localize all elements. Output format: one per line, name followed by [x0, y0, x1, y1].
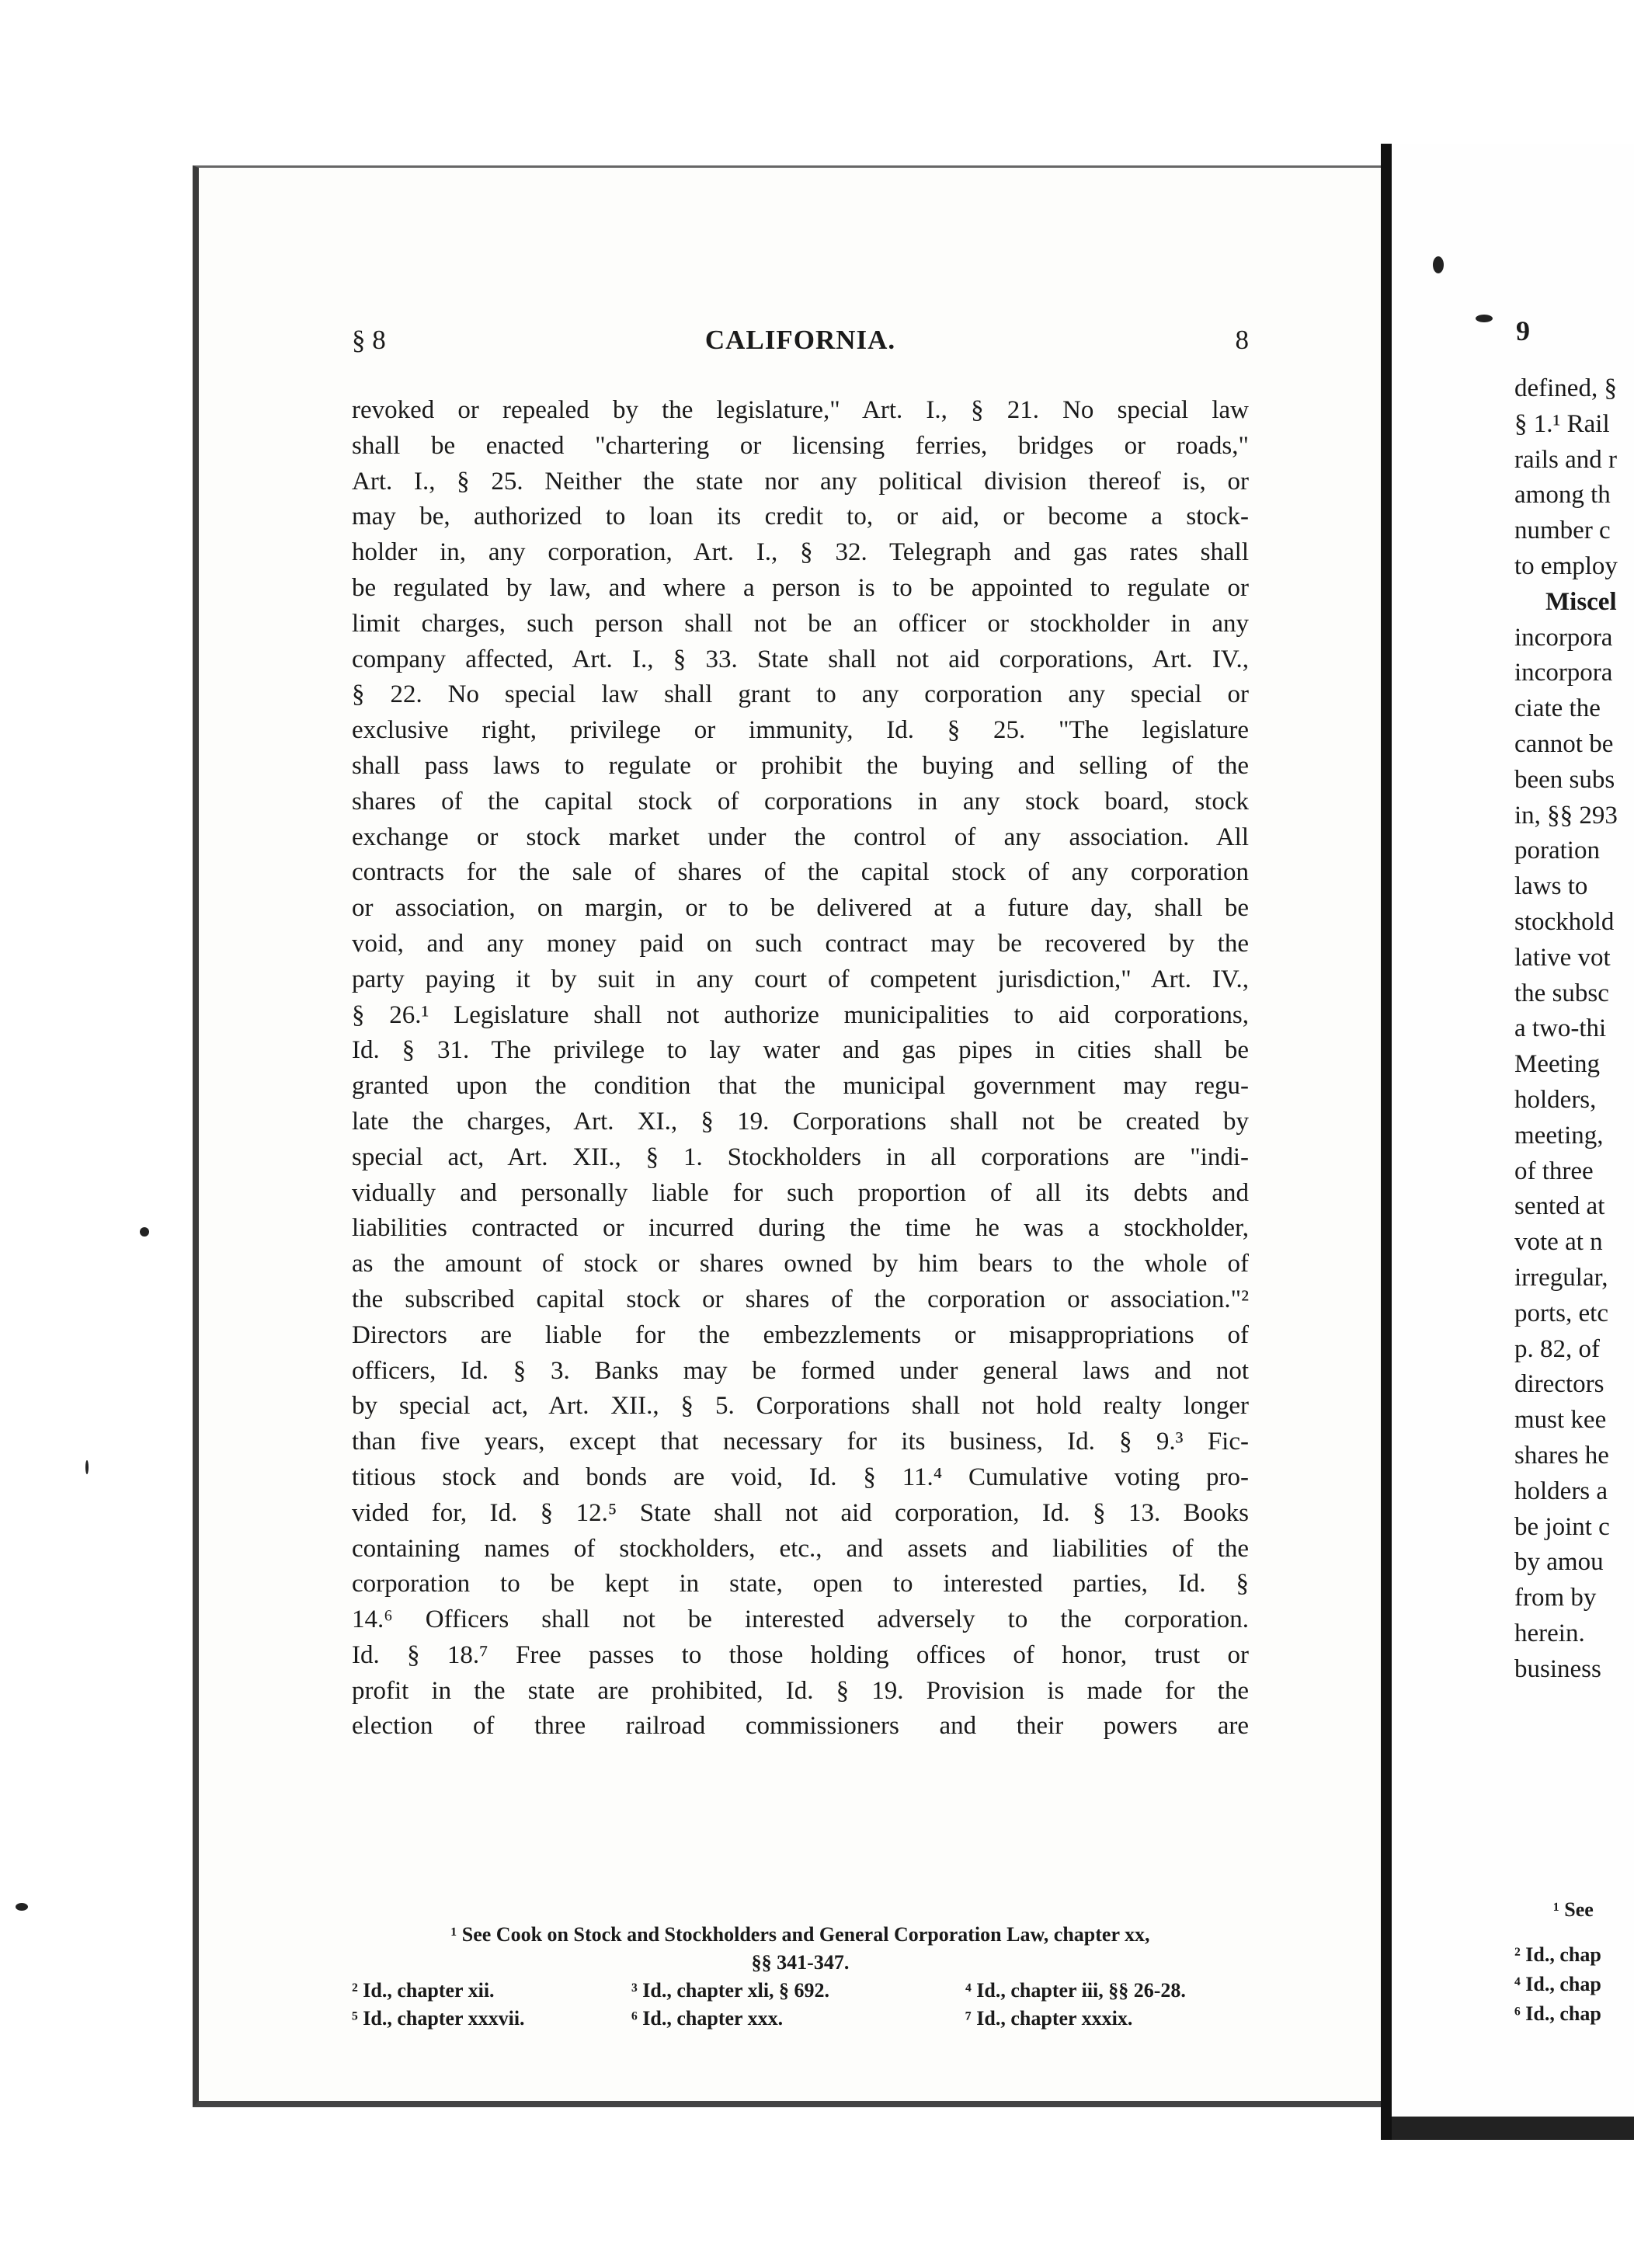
body-line: or association, on margin, or to be delivered at a future day, shall be	[352, 894, 1249, 923]
right-body-line: defined, §	[1514, 374, 1617, 402]
body-line: corporation to be kept in state, open to interested parties, Id. §	[352, 1570, 1249, 1598]
right-body-line: § 1.¹ Rail	[1514, 409, 1610, 438]
footnote-row	[352, 2005, 1249, 2033]
footnote-1-line-2: §§ 341-347.	[751, 1951, 850, 1974]
body-line: late the charges, Art. XI., § 19. Corporations shall not be created by	[352, 1107, 1249, 1136]
body-line: holder in, any corporation, Art. I., § 32. Telegraph and gas rates shall	[352, 538, 1249, 567]
right-body-line: poration	[1514, 837, 1600, 865]
right-body-line: irregular,	[1514, 1263, 1608, 1292]
body-line: Id. § 18.⁷ Free passes to those holding offices of honor, trust or	[352, 1640, 1249, 1669]
page-number: 8	[1235, 325, 1249, 355]
scan-speck	[1476, 315, 1493, 322]
right-body-line: in, §§ 293	[1514, 801, 1618, 830]
page-header	[352, 325, 1249, 364]
right-body-line: the subsc	[1514, 979, 1609, 1007]
scan-speck	[140, 1227, 149, 1237]
right-body-line: to employ	[1514, 551, 1618, 580]
body-line: exchange or stock market under the control of any association. All	[352, 823, 1249, 851]
footnote-5: ⁵ Id., chapter xxxvii.	[352, 2007, 525, 2030]
footnote-row	[352, 1977, 1249, 2005]
right-body-line: number c	[1514, 517, 1611, 545]
body-line: by special act, Art. XII., § 5. Corporations shall not hold realty longer	[352, 1392, 1249, 1421]
right-body-line: laws to	[1514, 872, 1588, 901]
body-line: Art. I., § 25. Neither the state nor any political division thereof is, or	[352, 467, 1249, 496]
body-line: contracts for the sale of shares of the capital stock of any corporation	[352, 858, 1249, 887]
body-line: 14.⁶ Officers shall not be interested adversely to the corporation.	[352, 1605, 1249, 1634]
body-line: shall be enacted "chartering or licensing ferries, bridges or roads,"	[352, 431, 1249, 460]
right-body-line: among th	[1514, 481, 1611, 510]
right-body-line: herein.	[1514, 1619, 1585, 1647]
right-body-line: from by	[1514, 1584, 1597, 1612]
right-body-line: sented at	[1514, 1192, 1605, 1221]
right-body-line: lative vot	[1514, 943, 1611, 972]
body-line: Directors are liable for the embezzlements or misappropriations of	[352, 1320, 1249, 1349]
right-body-line: ports, etc	[1514, 1299, 1608, 1327]
body-line: Id. § 31. The privilege to lay water and gas pipes in cities shall be	[352, 1036, 1249, 1065]
body-line: void, and any money paid on such contract may be recovered by the	[352, 929, 1249, 958]
body-text	[352, 393, 1249, 1744]
right-page-bottom-edge	[1392, 2117, 1634, 2140]
body-line: than five years, except that necessary for its business, Id. § 9.³ Fic-	[352, 1428, 1249, 1456]
right-body-line: Miscel	[1545, 587, 1617, 616]
body-line: profit in the state are prohibited, Id. § 19. Provision is made for the	[352, 1676, 1249, 1705]
body-line: special act, Art. XII., § 1. Stockholders in all corporations are "indi-	[352, 1143, 1249, 1171]
body-line: officers, Id. § 3. Banks may be formed under general laws and not	[352, 1356, 1249, 1385]
body-line: the subscribed capital stock or shares of the corporation or association."²	[352, 1285, 1249, 1313]
footnote-7: ⁷ Id., chapter xxxix.	[965, 2007, 1133, 2030]
left-page-content	[193, 165, 1385, 2107]
right-body-line: Meeting	[1514, 1050, 1600, 1079]
running-title: CALIFORNIA.	[704, 325, 896, 355]
body-line: exclusive right, privilege or immunity, Id. § 25. "The legislature	[352, 716, 1249, 745]
right-body-line: incorpora	[1514, 623, 1613, 652]
right-body-line: by amou	[1514, 1548, 1604, 1577]
right-body-line: be joint c	[1514, 1512, 1610, 1541]
body-line: may be, authorized to loan its credit to, or aid, or become a stock-	[352, 503, 1249, 531]
body-line: revoked or repealed by the legislature," Art. I., § 21. No special law	[352, 396, 1249, 424]
right-page	[1392, 144, 1634, 2140]
body-line: granted upon the condition that the municipal government may regu-	[352, 1072, 1249, 1101]
right-body-line: vote at n	[1514, 1228, 1603, 1257]
right-footnote: ⁴ Id., chap	[1514, 1973, 1601, 1995]
right-body-line: must kee	[1514, 1406, 1607, 1435]
right-footnote: ² Id., chap	[1514, 1943, 1601, 1966]
right-page-footnotes	[1514, 1895, 1634, 2029]
right-body-line: rails and r	[1514, 445, 1617, 474]
body-line: election of three railroad commissioners and their powers are	[352, 1712, 1249, 1741]
scan-speck	[85, 1460, 89, 1474]
right-body-line: a two-thi	[1514, 1014, 1607, 1043]
right-body-line: business	[1514, 1654, 1601, 1683]
body-line: limit charges, such person shall not be an officer or stockholder in any	[352, 609, 1249, 638]
body-line: containing names of stockholders, etc., and assets and liabilities of the	[352, 1534, 1249, 1563]
body-line: company affected, Art. I., § 33. State shall not aid corporations, Art. IV.,	[352, 645, 1249, 673]
right-body-line: stockhold	[1514, 907, 1615, 936]
right-body-line: shares he	[1514, 1441, 1609, 1470]
body-line: vidually and personally liable for such proportion of all its debts and	[352, 1178, 1249, 1207]
body-line: party paying it by suit in any court of competent jurisdiction," Art. IV.,	[352, 965, 1249, 993]
right-page-body	[1514, 371, 1634, 1687]
footnote-6: ⁶ Id., chapter xxx.	[631, 2007, 784, 2030]
right-page-number: 9	[1516, 315, 1530, 346]
right-body-line: holders,	[1514, 1085, 1597, 1114]
footnote-2: ² Id., chapter xii.	[352, 1979, 495, 2002]
body-line: shall pass laws to regulate or prohibit the buying and selling of the	[352, 751, 1249, 780]
right-footnote: ⁶ Id., chap	[1514, 2002, 1601, 2025]
body-line: titious stock and bonds are void, Id. § 11.⁴ Cumulative voting pro-	[352, 1463, 1249, 1491]
footnote-1-line-1: ¹ See Cook on Stock and Stockholders and General Corporation Law, chapter xx,	[450, 1923, 1150, 1946]
right-body-line: incorpora	[1514, 659, 1613, 687]
body-line: as the amount of stock or shares owned by him bears to the whole of	[352, 1250, 1249, 1278]
scan-speck	[1433, 256, 1444, 273]
body-line: be regulated by law, and where a person is to be appointed to regulate or	[352, 573, 1249, 602]
right-body-line: been subs	[1514, 765, 1615, 794]
body-line: liabilities contracted or incurred during the time he was a stockholder,	[352, 1214, 1249, 1243]
footnote-4: ⁴ Id., chapter iii, §§ 26-28.	[965, 1979, 1186, 2002]
scan-speck	[16, 1903, 28, 1911]
body-line: vided for, Id. § 12.⁵ State shall not aid corporation, Id. § 13. Books	[352, 1498, 1249, 1527]
right-body-line: directors	[1514, 1370, 1604, 1399]
body-line: shares of the capital stock of corporations in any stock board, stock	[352, 787, 1249, 816]
body-line: § 22. No special law shall grant to any corporation any special or	[352, 680, 1249, 709]
right-body-line: p. 82, of	[1514, 1334, 1600, 1363]
right-body-line: ciate the	[1514, 694, 1601, 723]
right-body-line: of three	[1514, 1157, 1594, 1185]
right-body-line: meeting,	[1514, 1121, 1604, 1150]
right-body-line: holders a	[1514, 1477, 1608, 1505]
body-line: § 26.¹ Legislature shall not authorize municipalities to aid corporations,	[352, 1000, 1249, 1029]
header-section: § 8	[352, 325, 386, 355]
right-footnote: ¹ See	[1553, 1898, 1594, 1921]
footnote-3: ³ Id., chapter xli, § 692.	[631, 1979, 830, 2002]
right-body-line: cannot be	[1514, 729, 1614, 758]
footnotes	[352, 1921, 1249, 2033]
